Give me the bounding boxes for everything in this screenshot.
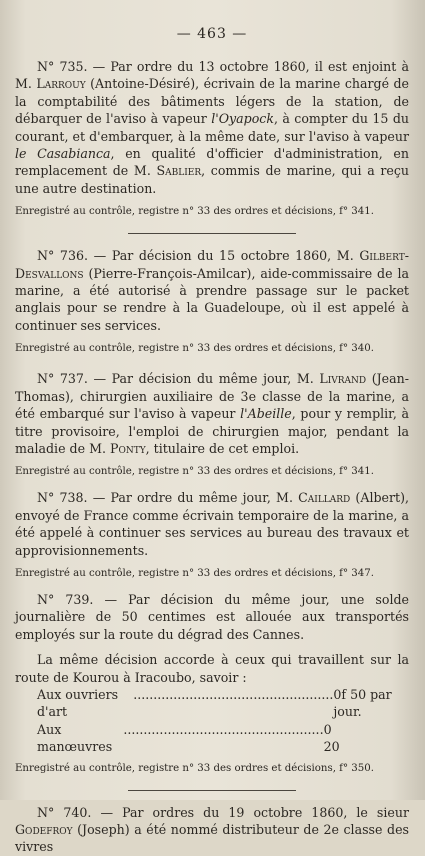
entry-736: [15, 247, 409, 356]
text-run: — Par ordre du même jour, M.: [87, 490, 299, 506]
entry-text: [15, 247, 409, 334]
person-name: Godefroy: [15, 822, 73, 837]
person-name: M. Larrouy: [15, 76, 86, 92]
divider: [128, 790, 296, 791]
person-name: Caillard: [298, 490, 351, 506]
entry-text: [15, 58, 409, 197]
entry-text: [15, 804, 409, 856]
ship-name: le Casabianca: [15, 146, 111, 162]
registration-note: Enregistré au contrôle, registre n° 33 des ordres et décisions, f° 350.: [15, 762, 374, 774]
dot-leader: ..................................................: [123, 721, 324, 737]
text-run: , commis de marine, qui a reçu une autre destination.: [15, 163, 409, 196]
allowance-label: Aux ouvriers d'art: [37, 686, 119, 720]
person-name: Gilbert-Desvallons: [15, 248, 409, 281]
registration-note: Enregistré au contrôle, registre n° 33 des ordres et décisions, f° 341.: [15, 206, 374, 218]
entry-text: [15, 370, 409, 457]
entry-737: [15, 370, 409, 479]
registration-note: Enregistré au contrôle, registre n° 33 des ordres et décisions, f° 341.: [15, 466, 374, 478]
person-name: Livrand: [319, 371, 367, 387]
allowance-row: [15, 686, 409, 721]
text-run: — Par décision du 15 octobre 1860, M.: [87, 248, 360, 264]
text-run: (Pierre-François-Amilcar), aide-commissaire de la marine, a été autorisé à prendre passage sur le packet anglais pour se rendre à la Guadeloupe, où il est appelé à continuer ses services.: [15, 265, 409, 333]
entry-text: [15, 591, 409, 643]
text-run: — Par décision du même jour, une solde journalière de 50 centimes est allouée aux transportés employés sur la route du dégrad des Cannes.: [15, 591, 409, 642]
entry-number: N° 737.: [37, 371, 88, 387]
ship-name: l'Abeille: [240, 406, 292, 422]
entry-text: La même décision accorde à ceux qui travaillent sur la route de Kourou à Iracoubo, savoir :: [15, 652, 409, 685]
divider: [128, 233, 296, 234]
person-name: M. Sablier: [133, 163, 202, 179]
entry-number: N° 735.: [37, 59, 88, 74]
text-run: (Albert), envoyé de France comme écrivain temporaire de la marine, a été appelé à continuer ses services au bureau des travaux et approvisionnements.: [15, 490, 409, 558]
text-run: (Antoine-Désiré), écrivain de la marine chargé de la comptabilité des bâtiments légers de la station, de débarquer de l'aviso à vapeur: [15, 76, 409, 127]
entry-739: [15, 591, 409, 776]
text-run: (Jean-Thomas), chirurgien auxiliaire de 3e classe de la marine, a été embarqué sur l'aviso à vapeur: [15, 371, 409, 422]
text-run: — Par ordres du 19 octobre 1860, le sieur: [91, 804, 409, 820]
entry-number: N° 740.: [37, 804, 92, 820]
text-run: , à compter du 15 du courant, et d'embarquer, à la même date, sur l'aviso à vapeur: [15, 111, 410, 144]
entry-738: [15, 489, 409, 581]
person-name: M. Ponty: [89, 440, 146, 456]
text-run: , titulaire de cet emploi.: [145, 440, 300, 456]
page-number: — 463 —: [176, 26, 248, 42]
text-run: , en qualité d'officier d'administration, en remplacement de: [15, 146, 409, 179]
entry-number: N° 736.: [37, 248, 88, 264]
allowance-value: 0f 50 par jour.: [333, 686, 392, 720]
allowance-row: [15, 721, 409, 756]
entry-735: [15, 58, 409, 219]
allowance-label: Aux manœuvres: [37, 721, 113, 755]
entry-740: [15, 804, 409, 856]
entry-number: N° 738.: [37, 490, 88, 506]
registration-note: Enregistré au contrôle, registre n° 33 des ordres et décisions, f° 340.: [15, 343, 374, 355]
entry-number: N° 739.: [37, 591, 94, 607]
ship-name: l'Oyapock: [211, 111, 274, 127]
registration-note: Enregistré au contrôle, registre n° 33 des ordres et décisions, f° 347.: [15, 567, 374, 579]
entry-text: [15, 489, 409, 559]
dot-leader: ..................................................: [133, 686, 334, 702]
text-run: — Par décision du même jour, M.: [87, 371, 320, 387]
allowance-value: 0 20: [323, 721, 340, 755]
text-run: , pour y remplir, à titre provisoire, l'emploi de chirurgien major, pendant la maladie de: [15, 406, 409, 456]
text-run: (Joseph) a été nommé distributeur de 2e classe des vivres: [15, 822, 409, 855]
text-run: — Par ordre du 13 octobre 1860, il est enjoint à: [87, 59, 409, 74]
